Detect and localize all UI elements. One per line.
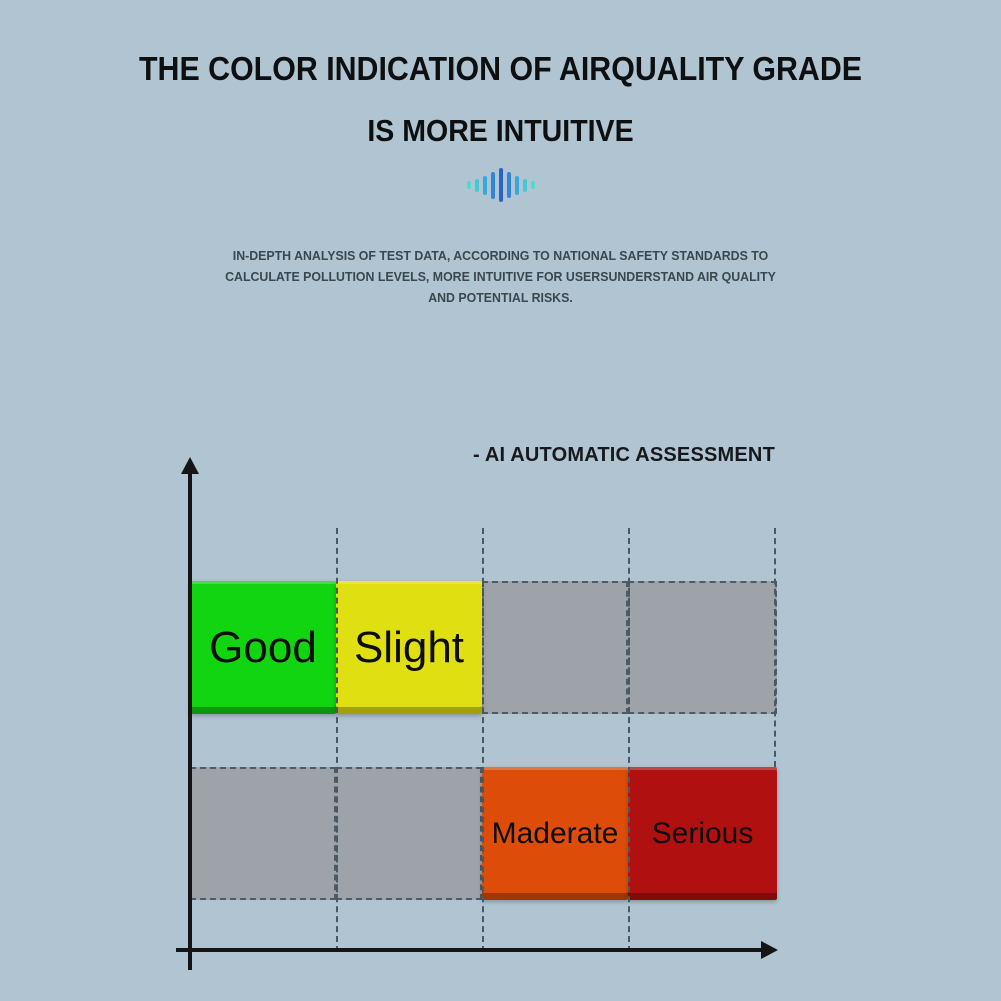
empty-cell bbox=[482, 581, 628, 714]
wave-bar bbox=[475, 179, 479, 192]
grade-label: Serious bbox=[651, 816, 754, 850]
grade-label: Good bbox=[209, 622, 317, 672]
x-axis-line bbox=[176, 948, 762, 952]
wave-bar bbox=[507, 172, 511, 198]
wave-bar bbox=[523, 179, 527, 192]
grade-label: Maderate bbox=[491, 816, 619, 850]
assessment-label: - AI AUTOMATIC ASSESSMENT bbox=[472, 444, 775, 466]
wave-bar bbox=[483, 176, 487, 195]
gridline-dashed bbox=[628, 528, 630, 952]
page-title-line-2: IS MORE INTUITIVE bbox=[367, 113, 634, 148]
empty-cell bbox=[628, 581, 777, 714]
y-axis-line bbox=[188, 472, 192, 970]
wave-bar bbox=[491, 172, 495, 199]
gridline-dashed bbox=[336, 528, 338, 952]
description-line-2: CALCULATE POLLUTION LEVELS, MORE INTUITIVE FOR USERSUNDERSTAND AIR QUALITY bbox=[225, 269, 776, 284]
y-axis-arrow bbox=[181, 457, 199, 474]
wave-bar bbox=[499, 168, 503, 202]
description-line-1: IN-DEPTH ANALYSIS OF TEST DATA, ACCORDING TO NATIONAL SAFETY STANDARDS TO bbox=[232, 248, 769, 263]
grade-block-good bbox=[190, 581, 336, 714]
description-text bbox=[25, 245, 976, 308]
audio-wave-icon bbox=[0, 166, 1001, 204]
grade-label: Slight bbox=[353, 622, 465, 672]
page-title-line-1: THE COLOR INDICATION OF AIRQUALITY GRADE bbox=[138, 50, 863, 87]
x-axis-arrow bbox=[761, 941, 778, 959]
description-line-3: AND POTENTIAL RISKS. bbox=[428, 290, 573, 305]
grade-block-maderate bbox=[482, 767, 628, 900]
gridline-dashed bbox=[482, 528, 484, 952]
wave-bar bbox=[531, 181, 535, 189]
empty-cell bbox=[336, 767, 482, 900]
empty-cell bbox=[190, 767, 336, 900]
wave-bar bbox=[467, 181, 471, 189]
grade-block-serious bbox=[628, 767, 777, 900]
gridline-dashed bbox=[774, 528, 776, 767]
grade-block-slight bbox=[336, 581, 482, 714]
wave-bar bbox=[515, 176, 519, 195]
